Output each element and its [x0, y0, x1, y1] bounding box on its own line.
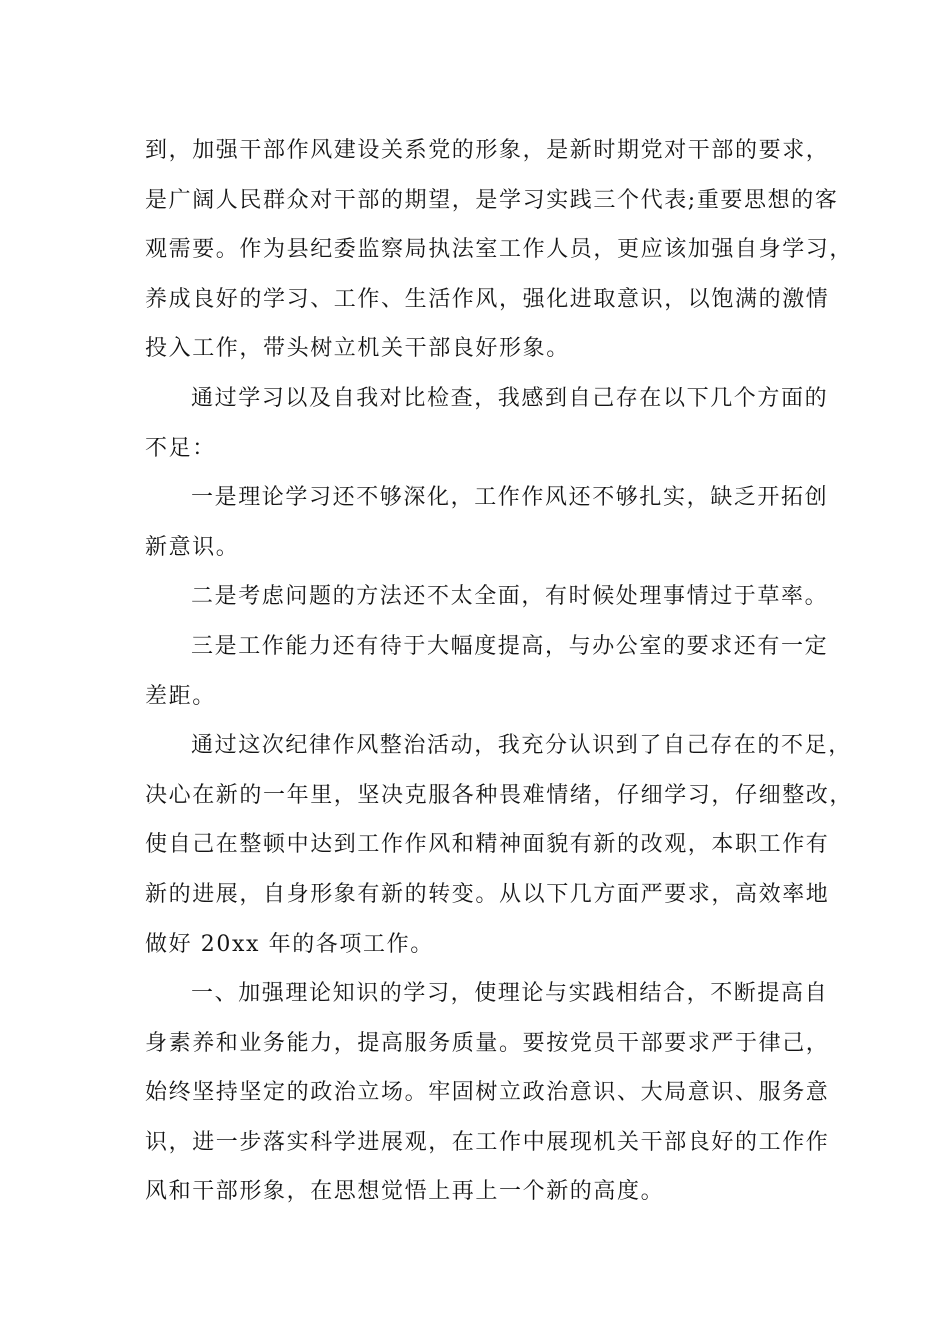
text-line: 不足： [145, 435, 216, 461]
text-line: 是广阔人民群众对干部的期望，是学习实践三个代表;重要思想的客 [145, 187, 839, 213]
paragraph-first-line: 一是理论学习还不够深化，工作作风还不够扎实，缺乏开拓创 [191, 485, 829, 511]
text-line: 使自己在整顿中达到工作作风和精神面貌有新的改观，本职工作有 [145, 832, 830, 858]
paragraph-first-line: 三是工作能力还有待于大幅度提高，与办公室的要求还有一定 [191, 633, 829, 659]
text-line: 识，进一步落实科学进展观，在工作中展现机关干部良好的工作作 [145, 1129, 830, 1155]
text-line: 养成良好的学习、工作、生活作风，强化进取意识，以饱满的激情 [145, 286, 830, 312]
text-line: 新意识。 [145, 534, 240, 560]
text-line: 差距。 [145, 683, 216, 709]
text-line: 始终坚持坚定的政治立场。牢固树立政治意识、大局意识、服务意 [145, 1080, 830, 1106]
text-line: 新的进展，自身形象有新的转变。从以下几方面严要求，高效率地 [145, 881, 830, 907]
text-line: 投入工作，带头树立机关干部良好形象。 [145, 336, 570, 362]
paragraph-first-line: 二是考虑问题的方法还不太全面，有时候处理事情过于草率。 [191, 584, 829, 610]
paragraph-first-line: 通过学习以及自我对比检查，我感到自己存在以下几个方面的 [191, 385, 829, 411]
text-line: 决心在新的一年里，坚决克服各种畏难情绪，仔细学习，仔细整改， [145, 782, 854, 808]
document-body [145, 126, 854, 1217]
text-line: 观需要。作为县纪委监察局执法室工作人员，更应该加强自身学习， [145, 237, 854, 263]
paragraph-first-line: 通过这次纪律作风整治活动，我充分认识到了自己存在的不足， [191, 733, 852, 759]
text-line: 到，加强干部作风建设关系党的形象，是新时期党对干部的要求， [145, 138, 830, 163]
text-line: 做好 20xx 年的各项工作。 [145, 931, 434, 957]
text-line: 身素养和业务能力，提高服务质量。要按党员干部要求严于律己， [145, 1030, 830, 1056]
paragraph-first-line: 一、加强理论知识的学习，使理论与实践相结合，不断提高自 [191, 981, 829, 1007]
text-line: 风和干部形象，在思想觉悟上再上一个新的高度。 [145, 1179, 665, 1205]
